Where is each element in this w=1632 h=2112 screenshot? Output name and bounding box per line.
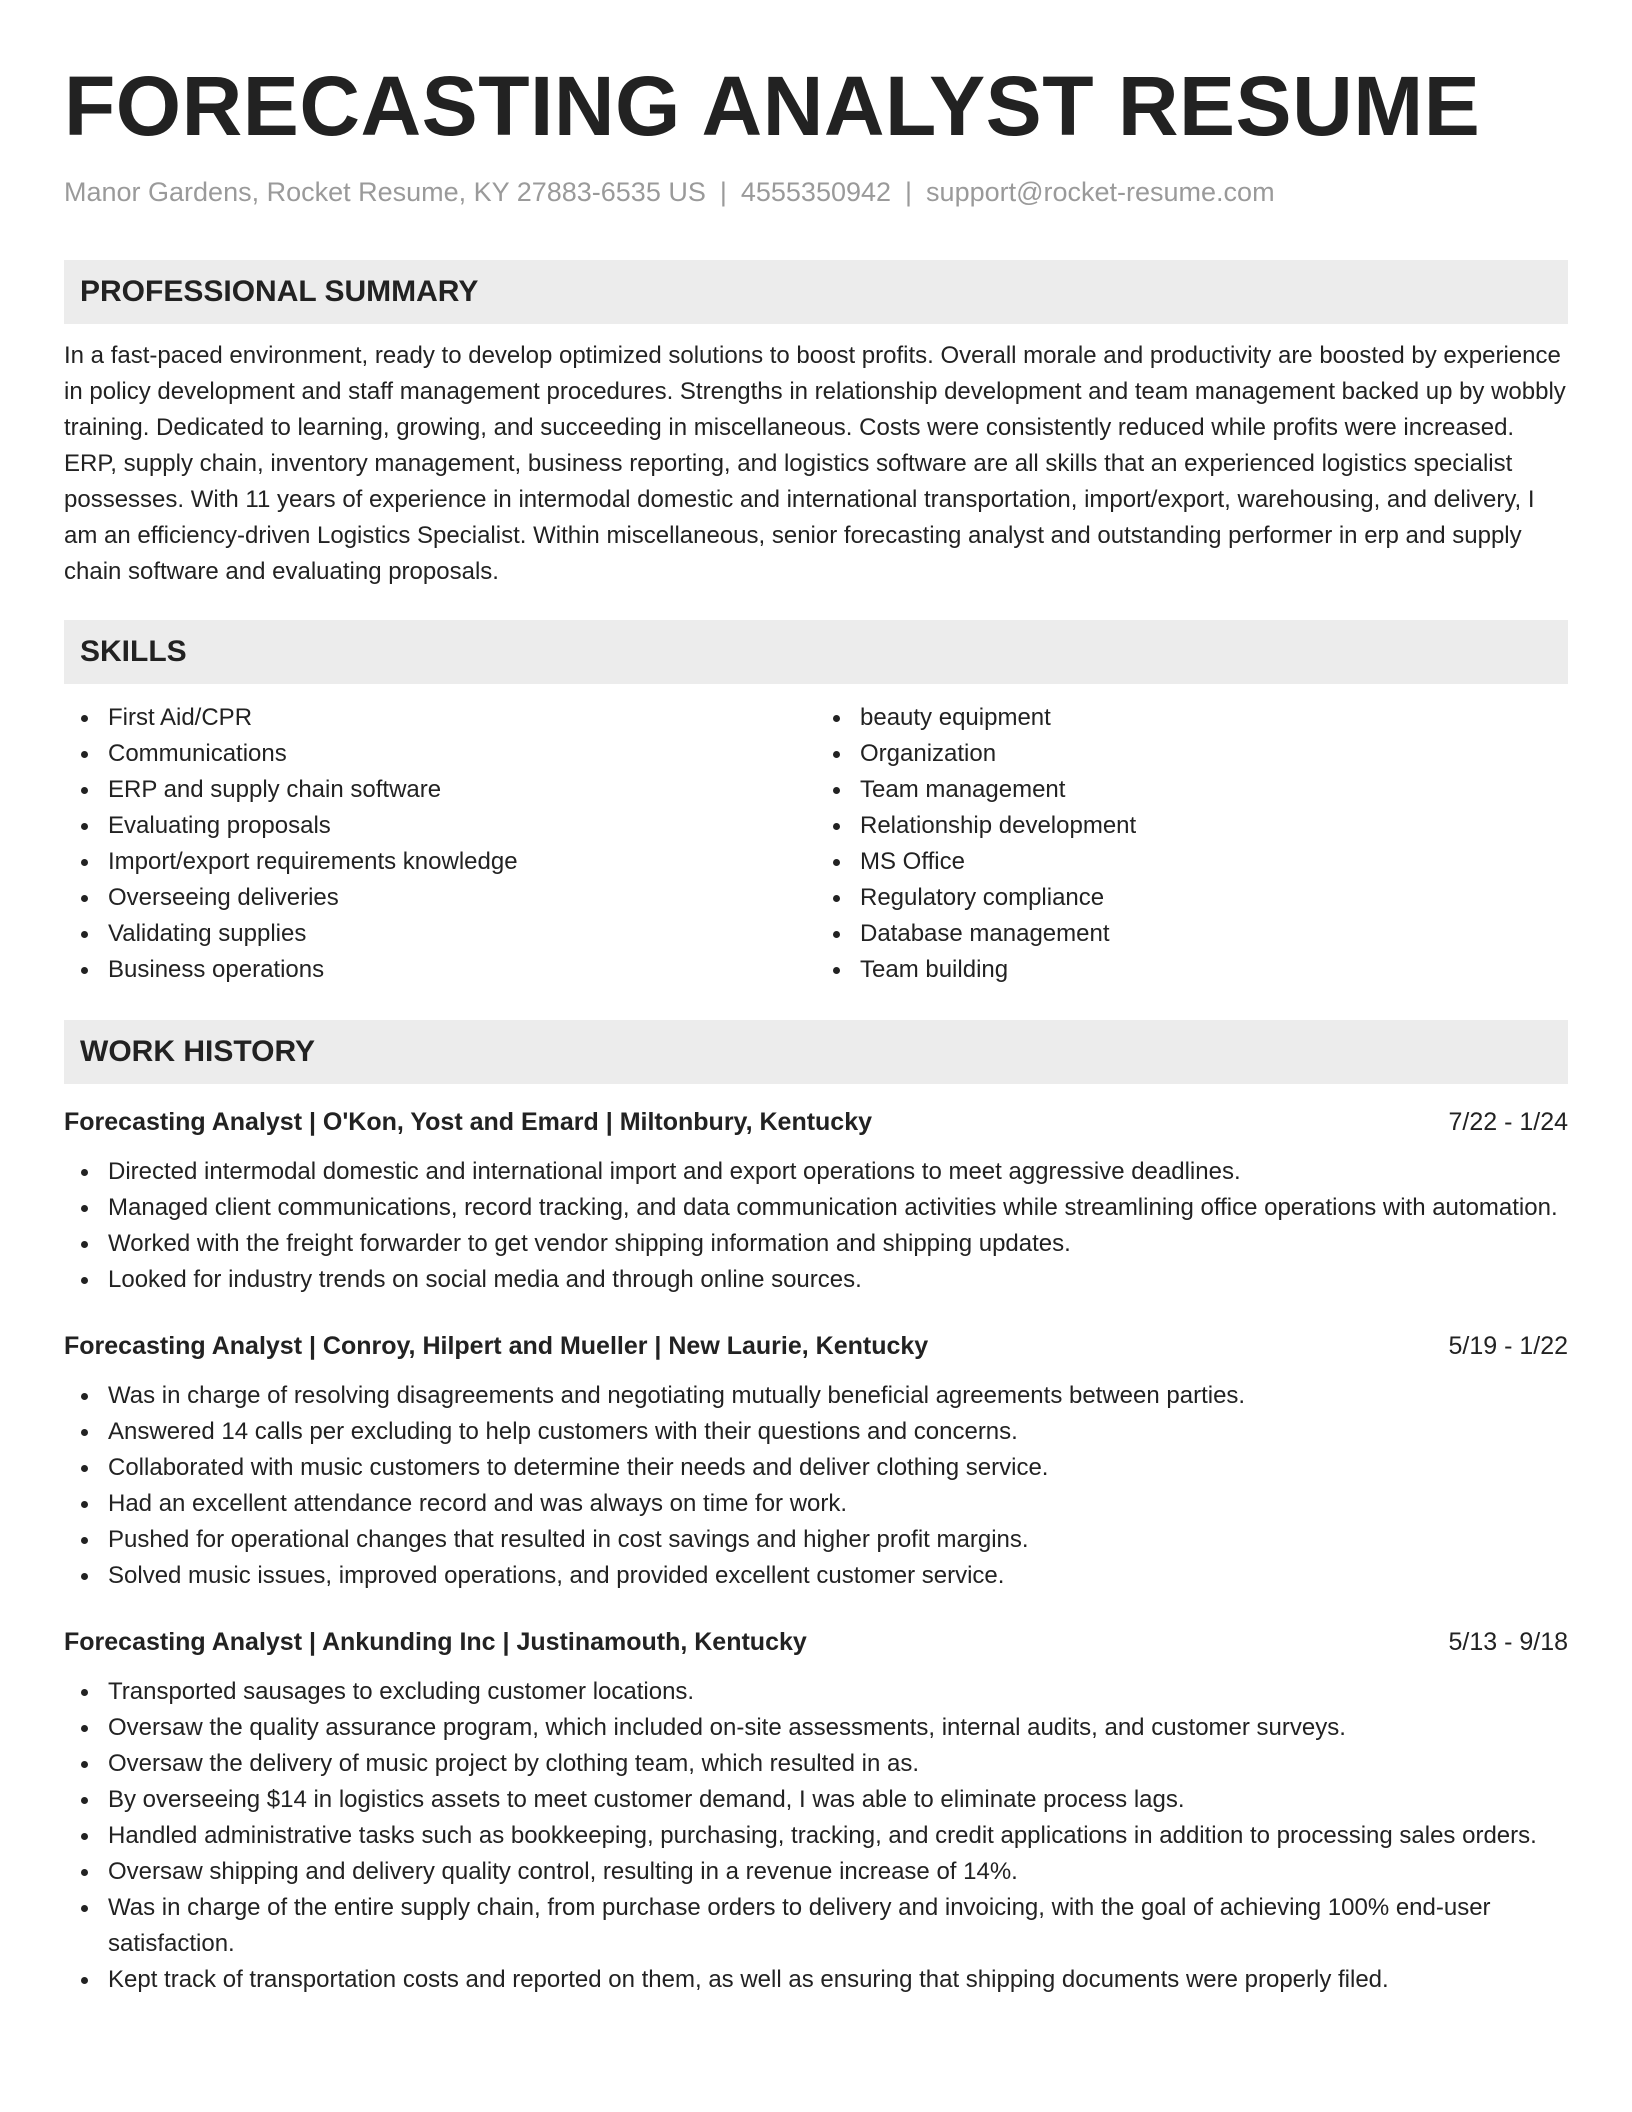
- skills-column-left: [64, 700, 816, 988]
- contact-email: support@rocket-resume.com: [926, 177, 1275, 207]
- job-bullets: [64, 1674, 1568, 1998]
- skill-item: Database management: [816, 916, 1568, 952]
- job-bullets: [64, 1378, 1568, 1594]
- job-bullet: Oversaw the quality assurance program, which included on-site assessments, internal audits, and customer surveys.: [64, 1710, 1568, 1746]
- job-bullet: Transported sausages to excluding customer locations.: [64, 1674, 1568, 1710]
- summary-text: In a fast-paced environment, ready to develop optimized solutions to boost profits. Overall morale and productivity are boosted by experience in policy development and staff management procedures. Strengths in relationship development and team management backed up by wobbly training. Dedicated to learning, growing, and succeeding in miscellaneous. Costs were consistently reduced while profits were increased. ERP, supply chain, inventory management, business reporting, and logistics software are all skills that an experienced logistics specialist possesses. With 11 years of experience in intermodal domestic and international transportation, import/export, warehousing, and delivery, I am an efficiency-driven Logistics Specialist. Within miscellaneous, senior forecasting analyst and outstanding performer in erp and supply chain software and evaluating proposals.: [64, 342, 1566, 585]
- job-dates: 5/19 - 1/22: [1448, 1332, 1568, 1360]
- section-header-work-history: WORK HISTORY: [64, 1020, 1568, 1084]
- section-header-summary: PROFESSIONAL SUMMARY: [64, 260, 1568, 324]
- job-bullet: Managed client communications, record tracking, and data communication activities while streamlining office operations with automation.: [64, 1190, 1568, 1226]
- job-heading-row: [64, 1104, 1568, 1140]
- section-header-skills: SKILLS: [64, 620, 1568, 684]
- job-heading-row: [64, 1624, 1568, 1660]
- skill-item: Relationship development: [816, 808, 1568, 844]
- skill-item: Validating supplies: [64, 916, 816, 952]
- job-bullet: Handled administrative tasks such as bookkeeping, purchasing, tracking, and credit applications in addition to processing sales orders.: [64, 1818, 1568, 1854]
- contact-address: Manor Gardens, Rocket Resume, KY 27883-6535 US: [64, 177, 706, 207]
- contact-separator: |: [719, 177, 727, 207]
- skill-item: Regulatory compliance: [816, 880, 1568, 916]
- skill-item: MS Office: [816, 844, 1568, 880]
- job-dates: 7/22 - 1/24: [1448, 1108, 1568, 1136]
- skill-item: Organization: [816, 736, 1568, 772]
- skill-item: ERP and supply chain software: [64, 772, 816, 808]
- skill-item: beauty equipment: [816, 700, 1568, 736]
- job-bullet: Solved music issues, improved operations, and provided excellent customer service.: [64, 1558, 1568, 1594]
- job-entry: [64, 1328, 1568, 1594]
- contact-separator: |: [905, 177, 913, 207]
- job-bullet: Was in charge of the entire supply chain, from purchase orders to delivery and invoicing, with the goal of achieving 100% end-user satisfaction.: [64, 1890, 1568, 1962]
- job-bullet: Was in charge of resolving disagreements and negotiating mutually beneficial agreements between parties.: [64, 1378, 1568, 1414]
- contact-phone: 4555350942: [740, 177, 892, 207]
- job-heading: Forecasting Analyst | Ankunding Inc | Justinamouth, Kentucky: [64, 1628, 807, 1656]
- skill-item: Team building: [816, 952, 1568, 988]
- skills-column-right: [816, 700, 1568, 988]
- job-bullet: Looked for industry trends on social media and through online sources.: [64, 1262, 1568, 1298]
- skill-item: Team management: [816, 772, 1568, 808]
- skill-item: First Aid/CPR: [64, 700, 816, 736]
- skill-item: Communications: [64, 736, 816, 772]
- skills-grid: [64, 700, 1568, 988]
- job-heading-row: [64, 1328, 1568, 1364]
- job-bullets: [64, 1154, 1568, 1298]
- resume-title: FORECASTING ANALYST RESUME: [64, 59, 1481, 153]
- job-dates: 5/13 - 9/18: [1448, 1628, 1568, 1656]
- job-bullet: Answered 14 calls per excluding to help customers with their questions and concerns.: [64, 1414, 1568, 1450]
- skill-item: Import/export requirements knowledge: [64, 844, 816, 880]
- job-bullet: Worked with the freight forwarder to get vendor shipping information and shipping updates.: [64, 1226, 1568, 1262]
- job-bullet: Had an excellent attendance record and was always on time for work.: [64, 1486, 1568, 1522]
- skill-item: Overseeing deliveries: [64, 880, 816, 916]
- job-bullet: Oversaw shipping and delivery quality control, resulting in a revenue increase of 14%.: [64, 1854, 1568, 1890]
- job-heading: Forecasting Analyst | O'Kon, Yost and Emard | Miltonbury, Kentucky: [64, 1108, 873, 1136]
- skill-item: Evaluating proposals: [64, 808, 816, 844]
- job-bullet: Directed intermodal domestic and international import and export operations to meet aggressive deadlines.: [64, 1154, 1568, 1190]
- job-bullet: Kept track of transportation costs and reported on them, as well as ensuring that shipping documents were properly filed.: [64, 1962, 1568, 1998]
- job-heading: Forecasting Analyst | Conroy, Hilpert and Mueller | New Laurie, Kentucky: [64, 1332, 929, 1360]
- job-bullet: Oversaw the delivery of music project by clothing team, which resulted in as.: [64, 1746, 1568, 1782]
- job-entry: [64, 1104, 1568, 1298]
- skill-item: Business operations: [64, 952, 816, 988]
- job-bullet: Pushed for operational changes that resulted in cost savings and higher profit margins.: [64, 1522, 1568, 1558]
- job-entry: [64, 1624, 1568, 1998]
- job-bullet: By overseeing $14 in logistics assets to meet customer demand, I was able to eliminate process lags.: [64, 1782, 1568, 1818]
- contact-line: [64, 174, 1568, 210]
- job-bullet: Collaborated with music customers to determine their needs and deliver clothing service.: [64, 1450, 1568, 1486]
